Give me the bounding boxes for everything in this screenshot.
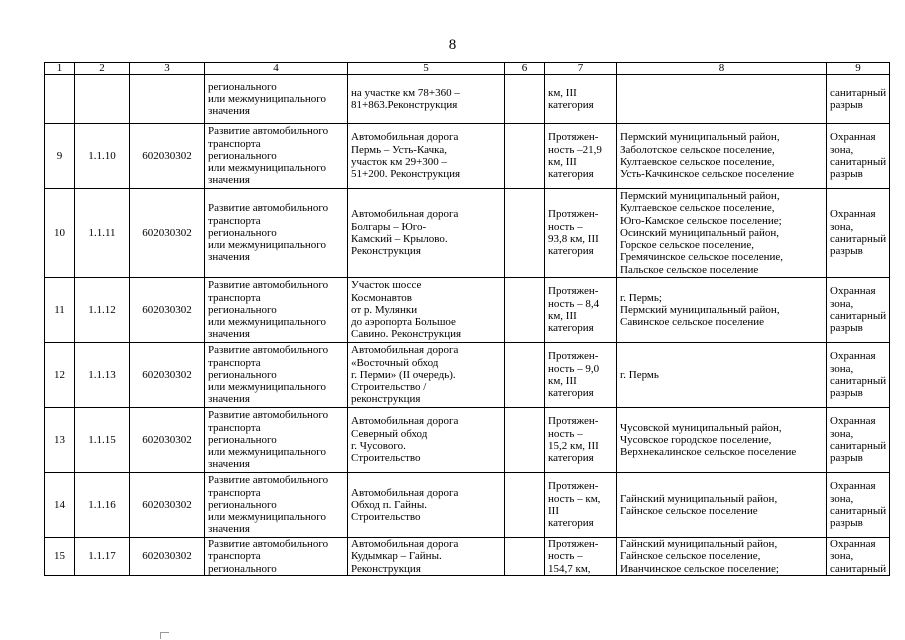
cell-purpose: регионального или межмуниципального значения [205,75,348,124]
page-number: 8 [448,37,457,53]
cell-purpose: Развитие автомобильного транспорта регионального или межмуниципального значения [205,343,348,408]
cell-empty [505,189,545,278]
cell-zone: Охранная зона, санитарный разрыв [827,343,890,408]
cell-empty [505,278,545,343]
objects-table [44,62,890,576]
cell-code: 1.1.15 [75,408,130,473]
cell-code [75,75,130,124]
cell-num: 11 [45,278,75,343]
cell-empty [505,343,545,408]
cell-kbk: 602030302 [130,278,205,343]
cell-location: г. Пермь; Пермский муниципальный район, Савинское сельское поселение [617,278,827,343]
cell-object: Автомобильная дорога Пермь – Усть-Качка, участок км 29+300 – 51+200. Реконструкция [348,124,505,189]
cell-empty [505,124,545,189]
cell-zone: Охранная зона, санитарный разрыв [827,408,890,473]
cell-kbk: 602030302 [130,473,205,538]
table-row [45,189,890,278]
cell-kbk: 602030302 [130,343,205,408]
cell-num [45,75,75,124]
cell-location: Пермский муниципальный район, Заболотское сельское поселение, Култаевское сельское поселение, Усть-Качкинское сельское поселение [617,124,827,189]
cell-empty [505,408,545,473]
cell-num: 12 [45,343,75,408]
cell-code: 1.1.12 [75,278,130,343]
cell-location: Чусовской муниципальный район, Чусовское городское поселение, Верхнекалинское сельское поселение [617,408,827,473]
cell-purpose: Развитие автомобильного транспорта регионального или межмуниципального значения [205,408,348,473]
cell-kbk: 602030302 [130,538,205,576]
cell-zone: Охранная зона, санитарный разрыв [827,473,890,538]
cell-empty [505,473,545,538]
cell-length: Протяжен- ность – 9,0 км, III категория [545,343,617,408]
table-row [45,538,890,576]
cell-purpose: Развитие автомобильного транспорта регионального или межмуниципального значения [205,278,348,343]
cell-zone: Охранная зона, санитарный [827,538,890,576]
cell-length: Протяжен- ность – 93,8 км, III категория [545,189,617,278]
column-header: 2 [75,63,130,75]
cell-num: 9 [45,124,75,189]
continuation-row [45,75,890,124]
cell-length: км, III категория [545,75,617,124]
cell-object: Автомобильная дорога Болгары – Юго- Камский – Крылово. Реконструкция [348,189,505,278]
cell-kbk: 602030302 [130,408,205,473]
cell-zone: Охранная зона, санитарный разрыв [827,124,890,189]
cell-purpose: Развитие автомобильного транспорта регионального [205,538,348,576]
cell-purpose: Развитие автомобильного транспорта регионального или межмуниципального значения [205,124,348,189]
column-header: 7 [545,63,617,75]
column-header: 5 [348,63,505,75]
column-header: 9 [827,63,890,75]
cell-object: Участок шоссе Космонавтов от р. Мулянки до аэропорта Большое Савино. Реконструкция [348,278,505,343]
cell-object: Автомобильная дорога Северный обход г. Чусового. Строительство [348,408,505,473]
cell-kbk: 602030302 [130,124,205,189]
column-header: 4 [205,63,348,75]
cell-location [617,75,827,124]
table-row [45,408,890,473]
cell-location: Гайнский муниципальный район, Гайнское сельское поселение, Иванчинское сельское поселение; [617,538,827,576]
cell-zone: Охранная зона, санитарный разрыв [827,278,890,343]
page-edge-mark [160,632,169,639]
cell-code: 1.1.10 [75,124,130,189]
cell-object: на участке км 78+360 – 81+863.Реконструкция [348,75,505,124]
cell-zone: Охранная зона, санитарный разрыв [827,189,890,278]
cell-code: 1.1.11 [75,189,130,278]
cell-object: Автомобильная дорога «Восточный обход г. Перми» (II очередь). Строительство / реконструкция [348,343,505,408]
cell-purpose: Развитие автомобильного транспорта регионального или межмуниципального значения [205,473,348,538]
cell-code: 1.1.17 [75,538,130,576]
table-row [45,343,890,408]
cell-object: Автомобильная дорога Обход п. Гайны. Строительство [348,473,505,538]
cell-length: Протяжен- ность – 154,7 км, [545,538,617,576]
table-row [45,473,890,538]
column-number-header-row [45,63,890,75]
cell-location: Гайнский муниципальный район, Гайнское сельское поселение [617,473,827,538]
table-row [45,278,890,343]
cell-empty [505,75,545,124]
cell-num: 13 [45,408,75,473]
cell-length: Протяжен- ность – км, III категория [545,473,617,538]
cell-empty [505,538,545,576]
cell-num: 14 [45,473,75,538]
cell-code: 1.1.13 [75,343,130,408]
cell-length: Протяжен- ность – 15,2 км, III категория [545,408,617,473]
cell-object: Автомобильная дорога Кудымкар – Гайны. Реконструкция [348,538,505,576]
cell-location: г. Пермь [617,343,827,408]
cell-num: 10 [45,189,75,278]
cell-length: Протяжен- ность –21,9 км, III категория [545,124,617,189]
column-header: 6 [505,63,545,75]
cell-kbk [130,75,205,124]
cell-purpose: Развитие автомобильного транспорта регионального или межмуниципального значения [205,189,348,278]
cell-kbk: 602030302 [130,189,205,278]
cell-zone: санитарный разрыв [827,75,890,124]
column-header: 3 [130,63,205,75]
table-row [45,124,890,189]
column-header: 1 [45,63,75,75]
cell-length: Протяжен- ность – 8,4 км, III категория [545,278,617,343]
cell-num: 15 [45,538,75,576]
cell-location: Пермский муниципальный район, Култаевское сельское поселение, Юго-Камское сельское поселение; Осинский муниципальный район, Горское сельское поселение, Гремячинское сельское поселение, Пальское сельское поселение [617,189,827,278]
column-header: 8 [617,63,827,75]
cell-code: 1.1.16 [75,473,130,538]
